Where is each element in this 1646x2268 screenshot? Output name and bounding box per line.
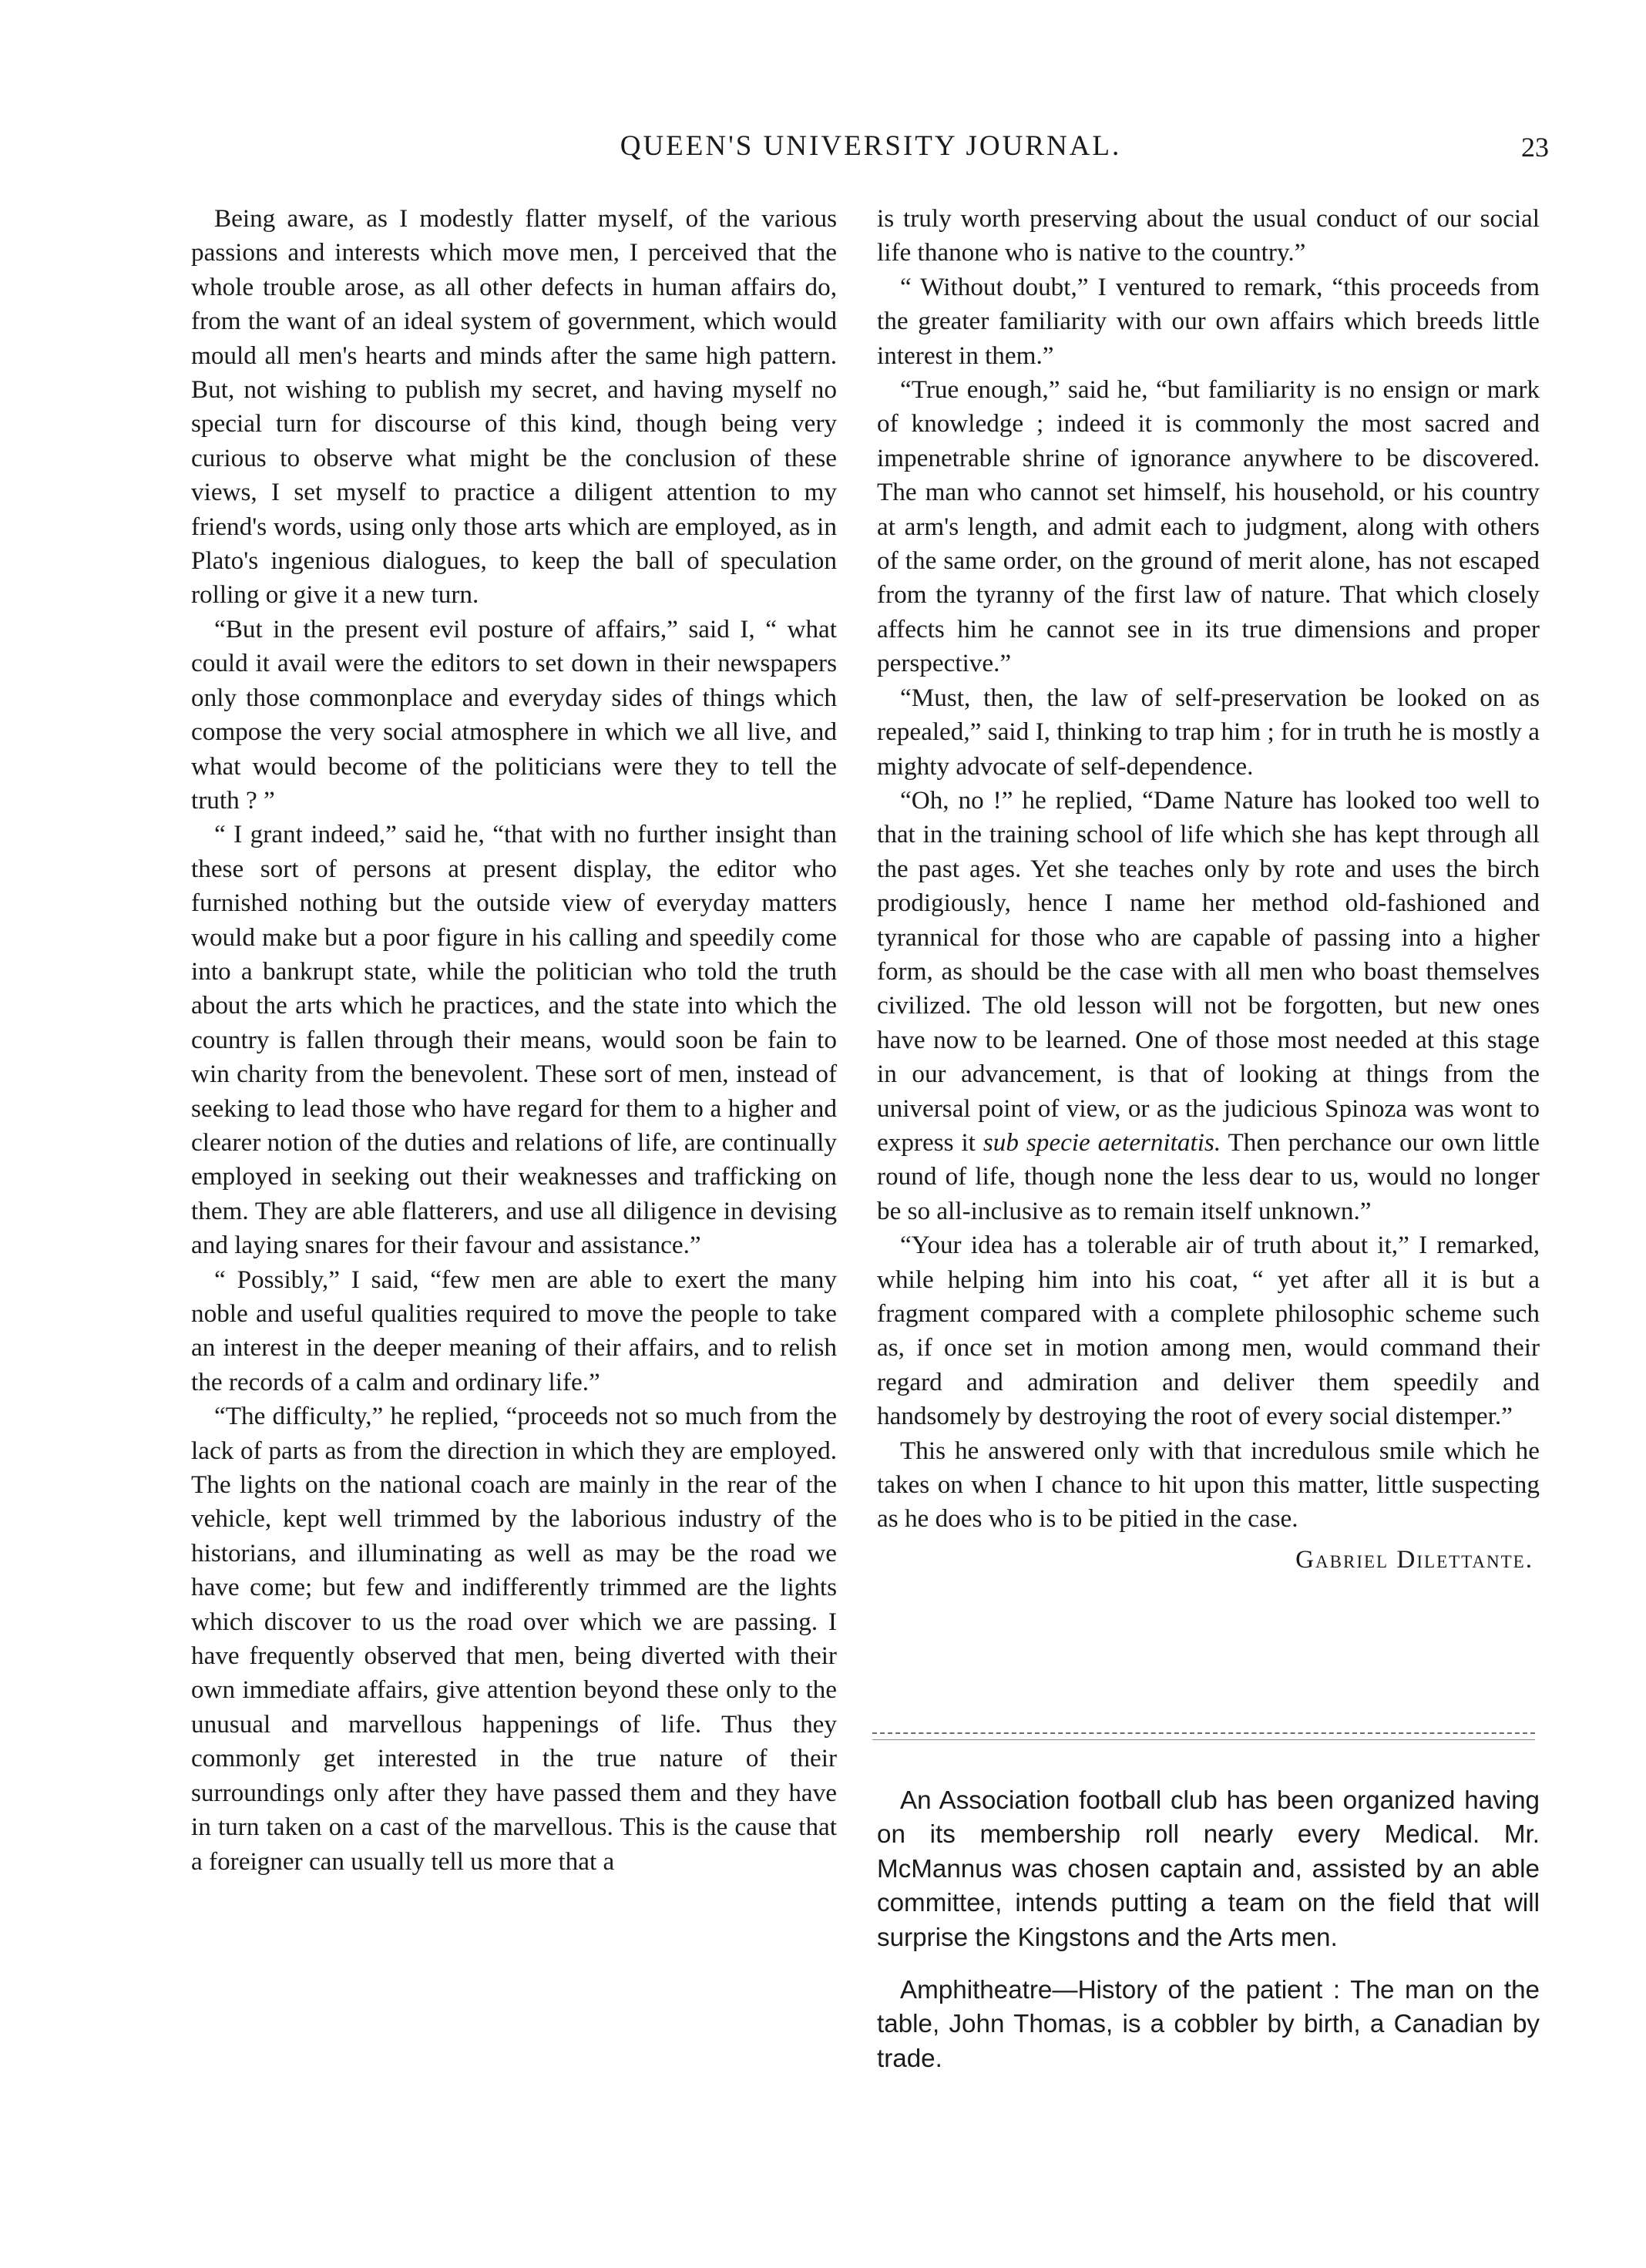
news-item: An Association football club has been organized having on its membership roll nearly every Medical. Mr. McMannus was chosen captain and, assisted by an able committee, intends putting a team on the field that will surprise the Kingstons and the Arts men. — [877, 1786, 1540, 1952]
running-title: QUEEN'S UNIVERSITY JOURNAL. — [620, 130, 1122, 162]
latin-phrase: sub specie aeternitatis. — [983, 1127, 1221, 1157]
continued-paragraph: is truly worth preserving about the usual conduct of our social life thanone who is native to the country.” — [877, 204, 1540, 267]
divider-line — [872, 1732, 1535, 1734]
paragraph-text-end: Then perchance our own little round of life, though none the less dear to us, would no longer be so all-inclusive as to remain itself unknown.” — [877, 1127, 1540, 1225]
paragraph: “ I grant indeed,” said he, “that with no further insight than these sort of persons at present display, the editor who furnished nothing but the outside view of everyday matters would make but a poor figure in his calling and speedily come into a bankrupt state, while the politician who told the truth about the arts which he practices, and the state into which the country is fallen through their means, would soon be fain to win charity from the benevolent. These sort of men, instead of seeking to lead those who have regard for them to a higher and clearer notion of the duties and relations of life, are continually employed in seeking out their weaknesses and trafficking on them. They are able flatterers, and use all diligence in devising and laying snares for their favour and assistance.” — [191, 820, 837, 1260]
paragraph: “The difficulty,” he replied, “proceeds not so much from the lack of parts as from the direction in which they are employed. The lights on the national coach are mainly in the rear of the vehicle, kept well trimmed by the laborious industry of the historians, and illuminating as well as may be the road we have come; but few and indifferently trimmed are the lights which discover to us the road over which we are passing. I have frequently observed that men, being diverted with their own immediate affairs, give attention beyond these only to the unusual and marvellous happenings of life. Thus they commonly get interested in the true nature of their surroundings only after they have passed them and they have in turn taken on a cast of the marvellous. This is the cause that a foreigner can usually tell us more that a — [191, 1402, 837, 1876]
paragraph: This he answered only with that incredulous smile which he takes on when I chance to hit upon this matter, little suspecting as he does who is to be pitied in the case. — [877, 1436, 1540, 1534]
author-signature: Gabriel Dilettante. — [1295, 1544, 1533, 1574]
paragraph: “True enough,” said he, “but familiarity is no ensign or mark of knowledge ; indeed it is commonly the most sacred and impenetrable shrine of ignorance anywhere to be discovered. The man who cannot set himself, his household, or his country at arm's length, and admit each to judgment, along with others of the same order, on the ground of merit alone, has not escaped from the tyranny of the first law of nature. That which closely affects him he cannot see in its true dimensions and proper perspective.” — [877, 375, 1540, 678]
paragraph: “Must, then, the law of self-preservation be looked on as repealed,” said I, thinking to trap him ; for in truth he is mostly a mighty advocate of self-dependence. — [877, 683, 1540, 781]
divider-line — [872, 1739, 1535, 1740]
page-number: 23 — [1521, 132, 1549, 163]
paragraph-with-latin — [877, 784, 1540, 1228]
paragraph: Being aware, as I modestly flatter myself, of the various passions and interests which move men, I perceived that the whole trouble arose, as all other defects in human affairs do, from the want of an ideal system of government, which would mould all men's hearts and minds after the same high pattern. But, not wishing to publish my secret, and having myself no special turn for discourse of this kind, though being very curious to observe what might be the conclusion of these views, I set myself to practice a diligent attention to my friend's words, using only those arts which are employed, as in Plato's ingenious dialogues, to keep the ball of speculation rolling or give it a new turn. — [191, 204, 837, 610]
paragraph: “ Without doubt,” I ventured to remark, “this proceeds from the greater familiarity with our own affairs which breeds little interest in them.” — [877, 272, 1540, 370]
news-item: Amphitheatre—History of the patient : The man on the table, John Thomas, is a cobbler by birth, a Canadian by trade. — [877, 1976, 1540, 2073]
paragraph: “But in the present evil posture of affairs,” said I, “ what could it avail were the editors to set down in their newspapers only those commonplace and everyday sides of things which compose the very social atmosphere in which we all live, and what would become of the politicians were they to tell the truth ? ” — [191, 614, 837, 815]
paragraph-text: “Oh, no !” he replied, “Dame Nature has looked too well to that in the training school of life which she has kept through all the past ages. Yet she teaches only by rote and uses the birch prodigiously, hence I name her method old-fashioned and tyrannical for those who are capable of passing into a higher form, as should be the case with all men who boast themselves civilized. The old lesson will not be forgotten, but new ones have now to be learned. One of those most needed at this stage in our advancement, is that of looking at things from the universal point of view, or as the judicious Spinoza was wont to express it — [877, 785, 1540, 1157]
page-header — [193, 129, 1549, 176]
section-divider — [872, 1732, 1535, 1743]
right-column — [877, 202, 1540, 1577]
paragraph: “Your idea has a tolerable air of truth about it,” I remarked, while helping him into his coat, “ yet after all it is but a fragment compared with a complete philosophic scheme such as, if once set in motion among men, would command their regard and admiration and deliver them speedily and handsomely by destroying the root of every social distemper.” — [877, 1231, 1540, 1431]
news-items — [877, 1784, 1540, 2095]
left-column — [191, 202, 837, 1879]
paragraph: “ Possibly,” I said, “few men are able to exert the many noble and useful qualities required to move the people to take an interest in the deeper meaning of their affairs, and to relish the records of a calm and ordinary life.” — [191, 1265, 837, 1396]
